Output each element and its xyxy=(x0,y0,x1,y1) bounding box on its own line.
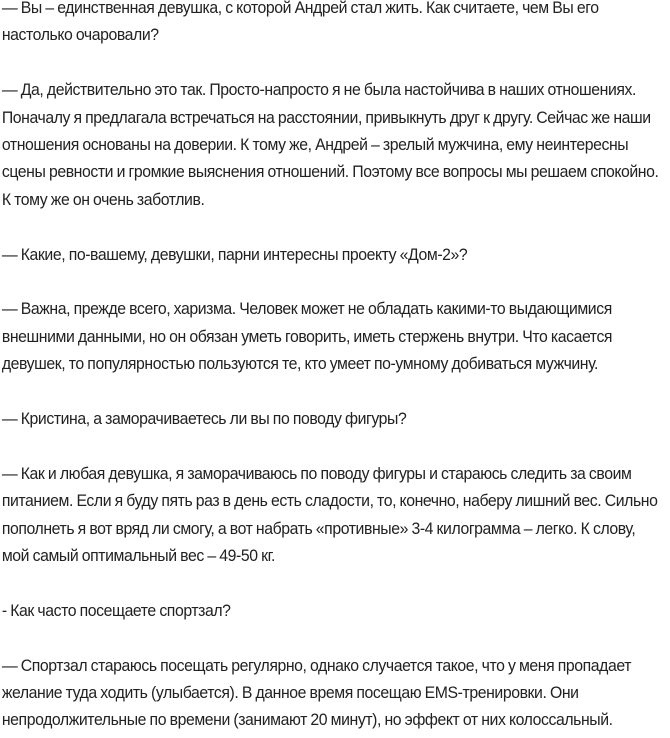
answer-paragraph: — Важна, прежде всего, харизма. Человек может не обладать какими-то выдающимися внешними данными, но он обязан уметь говорить, иметь стержень внутри. Что касается девушек, то популярностью пользуются те, кто умеет по-умному добиваться мужчину. xyxy=(1,299,613,374)
answer-paragraph: — Как и любая девушка, я заморачиваюсь по поводу фигуры и стараюсь следить за своим питанием. Если я буду пять раз в день есть сладости, то, конечно, наберу лишний вес. Сильно пополнеть я вот вряд ли смогу, а вот набрать «противные» 3-4 килограмма – легко. К слову, мой самый оптимальный вес – 49-50 кг. xyxy=(1,463,658,566)
question-paragraph: — Какие, по-вашему, девушки, парни интересны проекту «Дом-2»? xyxy=(1,244,468,264)
answer-paragraph: — Да, действительно это так. Просто-напросто я не была настойчива в наших отношениях. Поначалу я предлагала встречаться на расстоянии, привыкнуть друг к другу. Сейчас же наши отношения основаны на доверии. К тому же, Андрей – зрелый мужчина, ему неинтересны сцены ревности и громкие выяснения отношений. Поэтому все вопросы мы решаем спокойно. К тому же он очень заботлив. xyxy=(1,80,659,209)
question-paragraph: - Как часто посещаете спортзал? xyxy=(1,600,231,620)
question-paragraph: — Кристина, а заморачиваетесь ли вы по поводу фигуры? xyxy=(1,409,407,429)
question-paragraph: — Вы – единственная девушка, с которой Андрей стал жить. Как считаете, чем Вы его настолько очаровали? xyxy=(1,0,599,45)
answer-paragraph: — Спортзал стараюсь посещать регулярно, однако случается такое, что у меня пропадает желание туда ходить (улыбается). В данное время посещаю EMS-тренировки. Они непродолжительные по времени (занимают 20 минут), но эффект от них колоссальный. xyxy=(1,655,632,730)
